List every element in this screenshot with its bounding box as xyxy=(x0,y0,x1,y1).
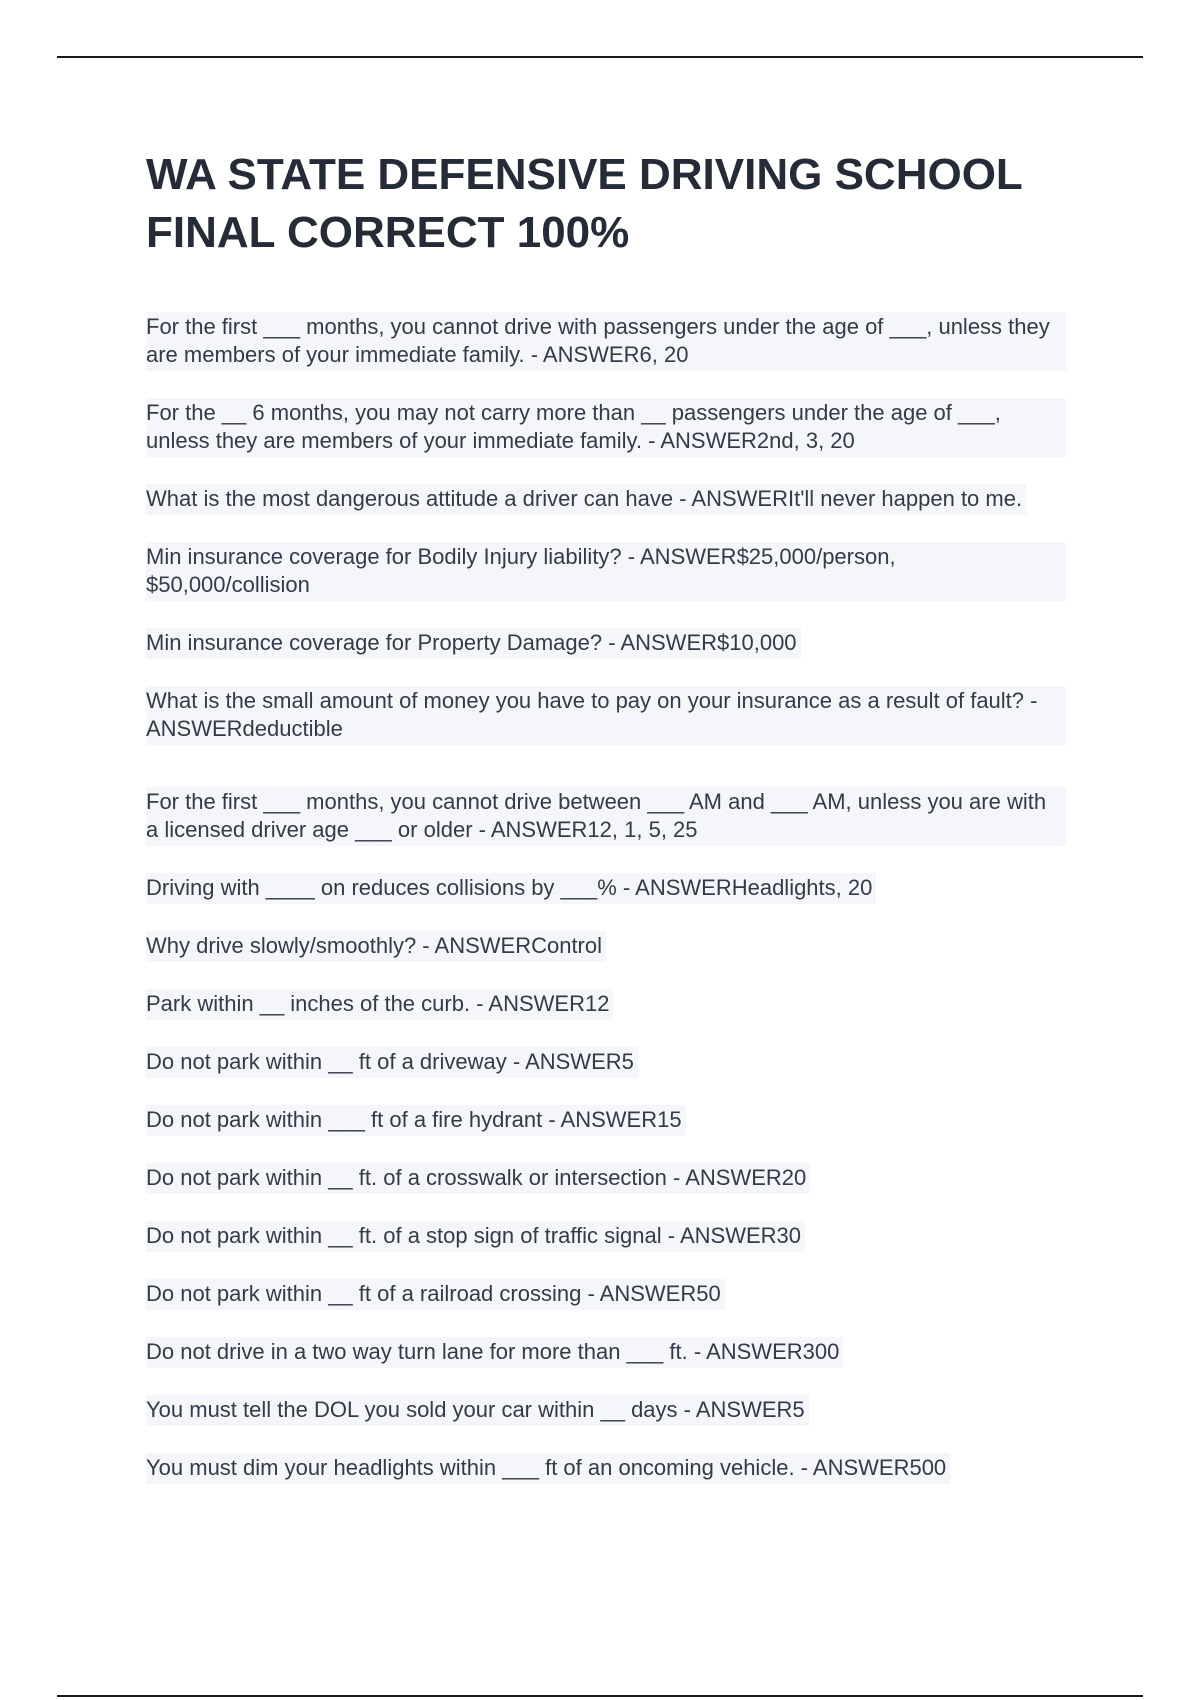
qa-item: Why drive slowly/smoothly? - ANSWERControl xyxy=(146,931,606,962)
qa-item: For the first ___ months, you cannot drive with passengers under the age of ___, unless they are members of your immediate family. - ANSWER6, 20 xyxy=(146,312,1066,371)
top-divider xyxy=(57,56,1143,58)
question-answer-list xyxy=(146,312,1066,1484)
qa-item: What is the small amount of money you have to pay on your insurance as a result of fault? - ANSWERdeductible xyxy=(146,686,1066,745)
page-title: WA STATE DEFENSIVE DRIVING SCHOOL FINAL CORRECT 100% xyxy=(146,150,1023,257)
qa-item: You must tell the DOL you sold your car within __ days - ANSWER5 xyxy=(146,1395,809,1426)
qa-item: You must dim your headlights within ___ ft of an oncoming vehicle. - ANSWER500 xyxy=(146,1453,950,1484)
qa-item: For the first ___ months, you cannot drive between ___ AM and ___ AM, unless you are with a licensed driver age ___ or older - ANSWER12, 1, 5, 25 xyxy=(146,787,1066,846)
qa-item: What is the most dangerous attitude a driver can have - ANSWERIt'll never happen to me. xyxy=(146,484,1026,515)
qa-item: Min insurance coverage for Bodily Injury liability? - ANSWER$25,000/person, $50,000/collision xyxy=(146,542,1066,601)
bottom-divider xyxy=(57,1695,1143,1697)
qa-item: Park within __ inches of the curb. - ANSWER12 xyxy=(146,989,613,1020)
qa-item: Do not park within __ ft. of a stop sign of traffic signal - ANSWER30 xyxy=(146,1221,805,1252)
qa-item: For the __ 6 months, you may not carry more than __ passengers under the age of ___, unless they are members of your immediate family. - ANSWER2nd, 3, 20 xyxy=(146,398,1066,457)
qa-item: Do not park within __ ft of a railroad crossing - ANSWER50 xyxy=(146,1279,725,1310)
qa-item: Do not park within ___ ft of a fire hydrant - ANSWER15 xyxy=(146,1105,686,1136)
qa-item: Do not drive in a two way turn lane for more than ___ ft. - ANSWER300 xyxy=(146,1337,843,1368)
qa-item: Driving with ____ on reduces collisions by ___% - ANSWERHeadlights, 20 xyxy=(146,873,876,904)
qa-item: Do not park within __ ft. of a crosswalk or intersection - ANSWER20 xyxy=(146,1163,810,1194)
qa-item: Min insurance coverage for Property Damage? - ANSWER$10,000 xyxy=(146,628,801,659)
qa-item: Do not park within __ ft of a driveway - ANSWER5 xyxy=(146,1047,638,1078)
